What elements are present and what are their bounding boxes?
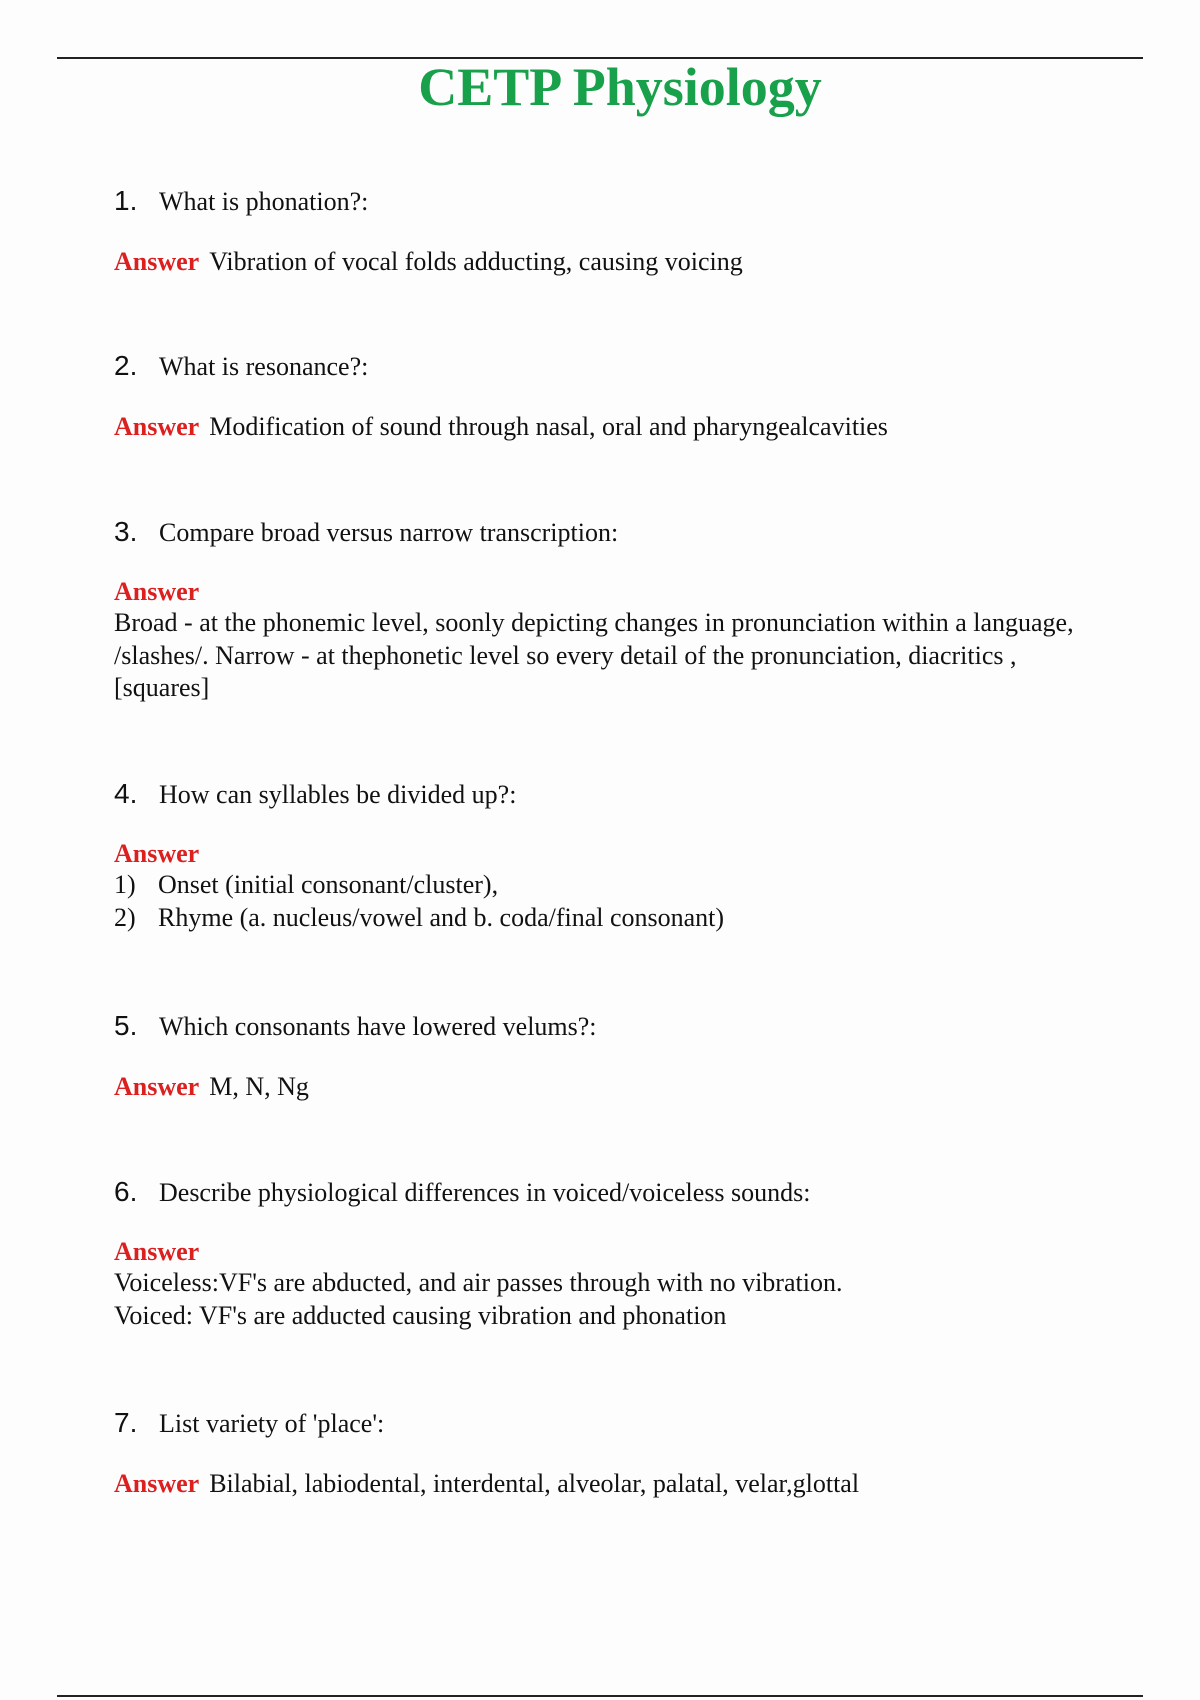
answer-text: Modification of sound through nasal, oral and pharyngealcavities: [209, 412, 888, 441]
answer-text: Vibration of vocal folds adducting, causing voicing: [209, 247, 743, 276]
answer-label: Answer: [114, 1072, 200, 1101]
answer: [114, 1071, 1124, 1104]
answer-line: Broad - at the phonemic level, soonly depicting changes in pronunciation within a language,: [114, 608, 1074, 637]
question-text: Describe physiological differences in voiced/voiceless sounds:: [159, 1178, 811, 1207]
question: [114, 516, 1124, 549]
question-block-2: [114, 350, 1124, 444]
question-number: 4.: [114, 778, 138, 809]
answer: [114, 577, 1124, 705]
answer-line: Voiced: VF's are adducted causing vibration and phonation: [114, 1300, 727, 1330]
question-text: List variety of 'place':: [159, 1409, 385, 1438]
page-title: CETP Physiology: [418, 57, 822, 117]
question: [114, 185, 1124, 218]
question-text: Which consonants have lowered velums?:: [159, 1012, 597, 1041]
answer-list: [114, 869, 1124, 934]
list-item: 1) Onset (initial consonant/cluster),: [114, 870, 499, 899]
question-block-6: [114, 1176, 1124, 1332]
question-number: 2.: [114, 350, 138, 381]
answer: [114, 246, 1124, 279]
question-number: 7.: [114, 1407, 138, 1438]
question-number: 1.: [114, 185, 138, 216]
question-text: Compare broad versus narrow transcription:: [159, 518, 619, 547]
question-number: 5.: [114, 1010, 138, 1041]
question: [114, 778, 1124, 811]
answer-text: M, N, Ng: [209, 1072, 309, 1101]
answer-label: Answer: [114, 839, 200, 868]
question-block-1: [114, 185, 1124, 279]
answer: [114, 1468, 1124, 1501]
bottom-rule: [57, 1695, 1143, 1697]
answer-label: Answer: [114, 1237, 200, 1266]
answer-label: Answer: [114, 1469, 200, 1498]
answer-line: Voiceless:VF's are abducted, and air passes through with no vibration.: [114, 1268, 843, 1297]
answer-line: /slashes/. Narrow - at thephonetic level so every detail of the pronunciation, diacritics ,: [114, 640, 1017, 670]
answer-label: Answer: [114, 247, 200, 276]
answer-line: [squares]: [114, 673, 210, 702]
list-item: 2) Rhyme (a. nucleus/vowel and b. coda/final consonant): [114, 902, 725, 932]
answer: [114, 839, 1124, 934]
answer-label: Answer: [114, 412, 200, 441]
question-text: What is phonation?:: [159, 187, 369, 216]
answer: [114, 1237, 1124, 1332]
question-text: How can syllables be divided up?:: [159, 780, 517, 809]
question-block-3: [114, 516, 1124, 705]
question: [114, 1407, 1124, 1440]
question-number: 6.: [114, 1176, 138, 1207]
answer-text: Bilabial, labiodental, interdental, alveolar, palatal, velar,glottal: [209, 1469, 860, 1498]
answer-label: Answer: [114, 577, 200, 606]
question-text: What is resonance?:: [159, 352, 369, 381]
question: [114, 350, 1124, 383]
answer: [114, 411, 1124, 444]
question: [114, 1176, 1124, 1209]
question: [114, 1010, 1124, 1043]
question-block-4: [114, 778, 1124, 934]
question-block-7: [114, 1407, 1124, 1501]
question-number: 3.: [114, 516, 138, 547]
question-block-5: [114, 1010, 1124, 1104]
